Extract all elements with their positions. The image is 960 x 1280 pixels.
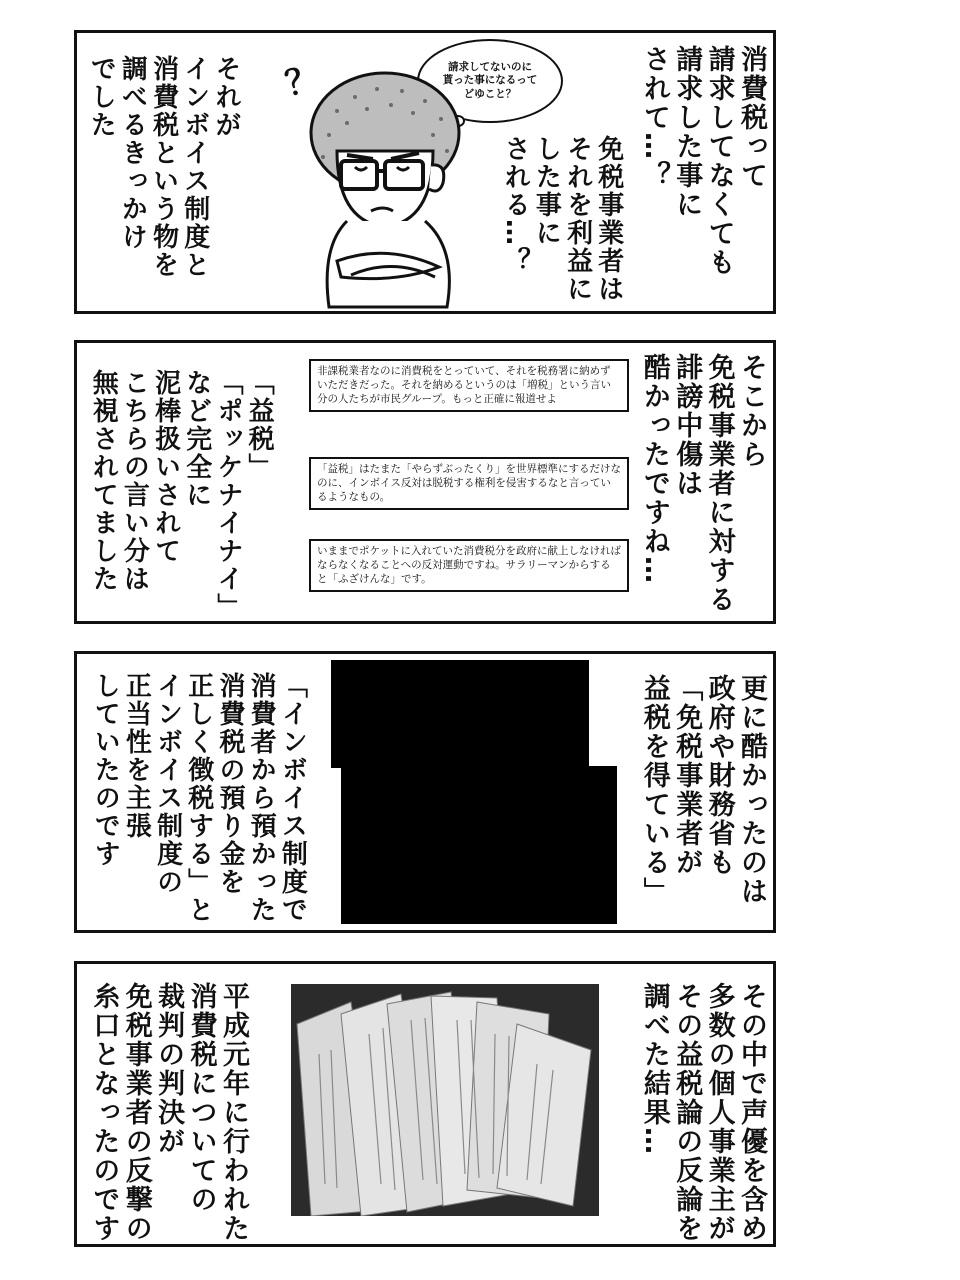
panel-4	[74, 961, 776, 1247]
redacted-image-top	[331, 660, 589, 768]
quoted-post-3: いままでポケットに入れていた消費税分を政府に献上しなければならなくなることへの反対運動ですね。サラリーマンからすると「ふざけんな」です。	[309, 539, 629, 592]
panel1-narration-left: それが インボイス制度と 消費税という物を 調べるきっかけ でした	[86, 55, 241, 279]
panel3-narration-right: 更に酷かったのは 政府や財務省も 「免税事業者が 益税を得ている」	[638, 674, 767, 906]
panel-1	[74, 30, 776, 314]
quoted-post-1: 非課税業者なのに消費税をとっていて、それを税務署に納めずいただきだった。それを納めるというのは「増税」という言い分の人たちが市民グループ。もっと正確に報道せよ	[309, 359, 629, 412]
stacked-documents-image	[291, 984, 599, 1216]
panel2-narration-left: 「益税」 「ポッケナイナイ」 など完全に 泥棒扱いされて こちらの言い分は 無視されてました	[88, 369, 275, 621]
panel4-narration-left: 平成元年に行われた 消費税についての 裁判の判決が 免税事業者の反撃の 糸口となったのです	[88, 982, 249, 1243]
panel1-narration-right: 消費税って 請求してなくても 請求した事に されて…？	[638, 45, 767, 277]
court-documents-photo	[291, 984, 599, 1216]
panel2-narration-right: そこから 免税事業者に対する 誹謗中傷は 酷かったですね…	[638, 353, 767, 614]
question-mark: ？	[281, 57, 325, 105]
redacted-image-bottom	[341, 766, 617, 924]
quoted-post-2: 「益税」はたまた「やらずぶったくり」を世界標準にするだけなのに、インボイス反対は脱税する権利を侵害するなと言っているようなもの。	[309, 457, 629, 510]
confused-character-illustration	[307, 71, 467, 309]
panel-3	[74, 651, 776, 933]
thought-bubble-text: 請求してないのに 貰った事になるって どゆこと？	[442, 60, 538, 100]
panel1-narration-middle: 免税事業者は それを利益に した事に される…？	[500, 135, 624, 303]
panel3-narration-left: 「インボイス制度で 消費者から預かった 消費税の預り金を 正しく徴税する」と インボイス制度の 正当性を主張 していたのです	[90, 672, 308, 924]
panel4-narration-right: その中で声優を含め 多数の個人事業主が その益税論の反論を 調べた結果…	[638, 982, 767, 1243]
panel-2	[74, 340, 776, 624]
